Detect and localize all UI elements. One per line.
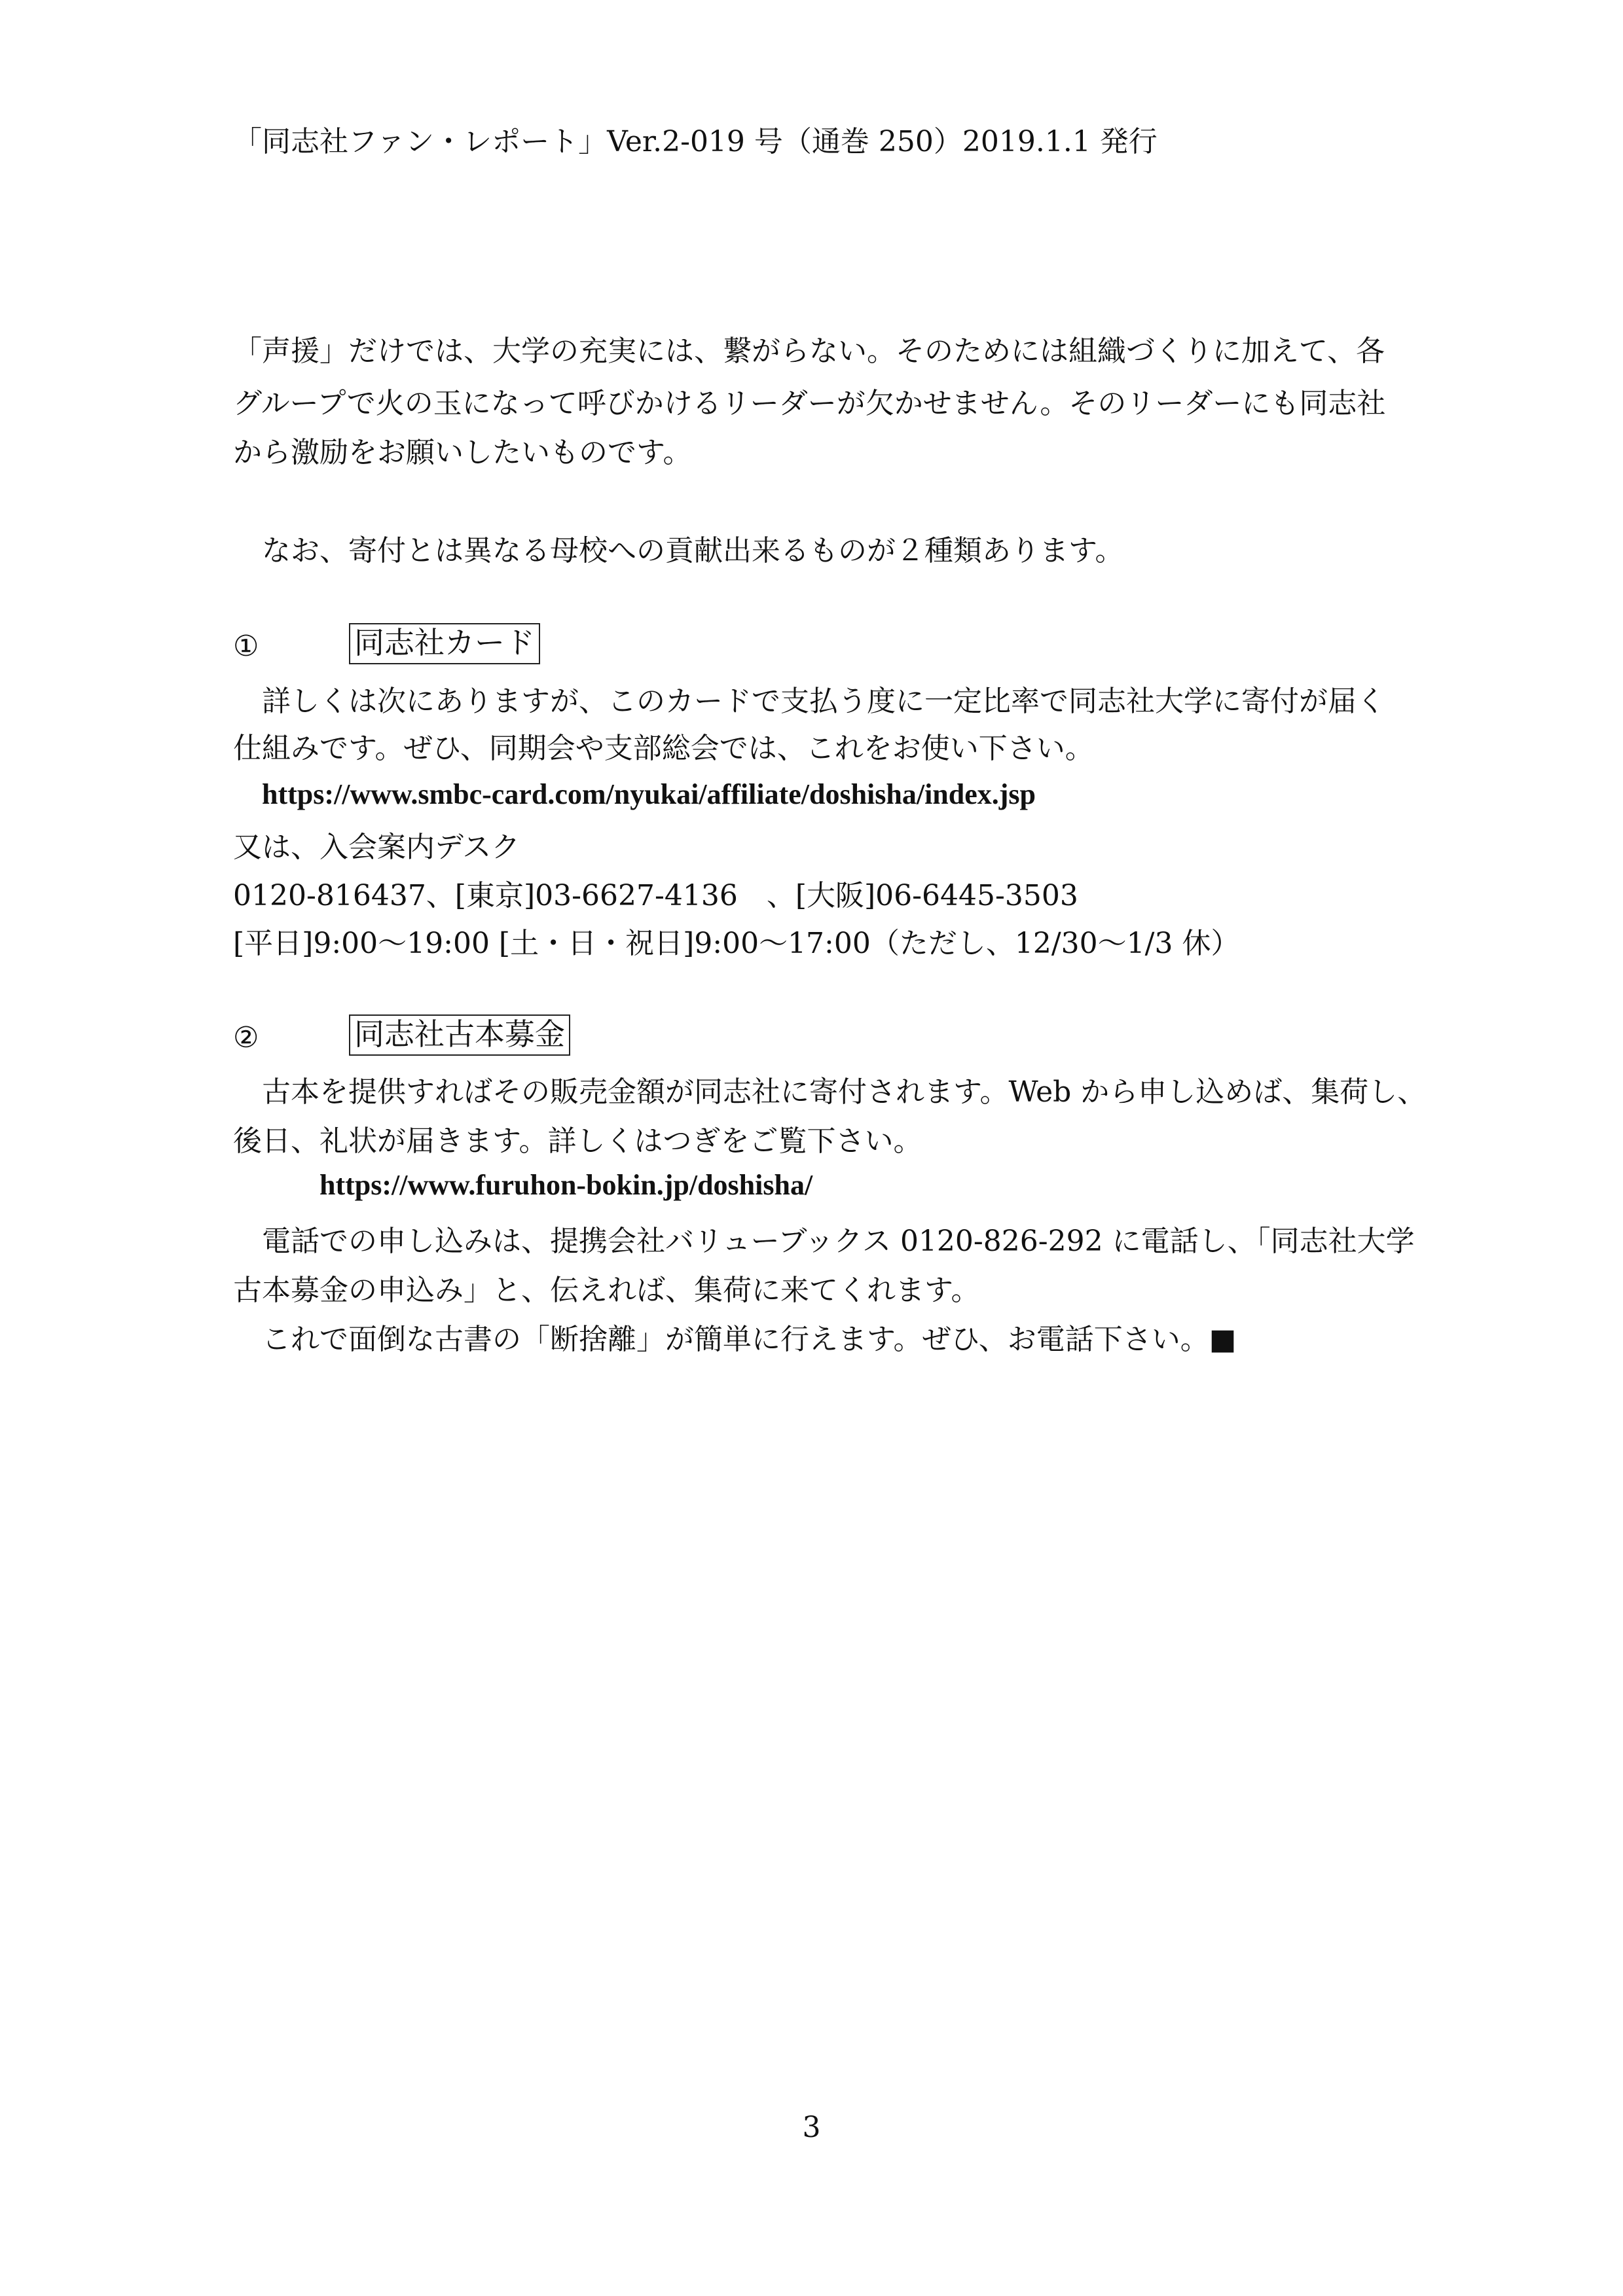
section2-marker: ②: [233, 1021, 259, 1054]
page-number: 3: [802, 2111, 821, 2144]
intro-line-1: 「声援」だけでは、大学の充実には、繋がらない。そのためには組織づくりに加えて、各: [233, 334, 1385, 368]
section1-desk: 又は、入会案内デスク: [233, 831, 520, 864]
section1-line-2: 仕組みです。ぜひ、同期会や支部総会では、これをお使い下さい。: [233, 732, 1094, 765]
section1-line-1: 詳しくは次にありますが、このカードで支払う度に一定比率で同志社大学に寄付が届く: [262, 685, 1385, 718]
section2-url-link[interactable]: https://www.furuhon-bokin.jp/doshisha/: [319, 1169, 813, 1201]
section2-line-2: 後日、礼状が届きます。詳しくはつぎをご覧下さい。: [233, 1124, 922, 1158]
section2-line-4: 古本募金の申込み」と、伝えれば、集荷に来てくれます。: [233, 1274, 980, 1307]
note-paragraph: なお、寄付とは異なる母校への貢献出来るものが２種類あります。: [262, 534, 1124, 567]
section2-line-5: これで面倒な古書の「断捨離」が簡単に行えます。ぜひ、お電話下さい。■: [262, 1323, 1237, 1356]
section1-url-link[interactable]: https://www.smbc-card.com/nyukai/affiliate/doshisha/index.jsp: [262, 778, 1036, 810]
newsletter-header: 「同志社ファン・レポート」Ver.2-019 号（通巻 250）2019.1.1 発行: [233, 125, 1158, 158]
section2-line-1: 古本を提供すればその販売金額が同志社に寄付されます。Web から申し込めば、集荷し、: [262, 1075, 1427, 1109]
section1-title: 同志社カード: [349, 623, 540, 664]
section2-line-3: 電話での申し込みは、提携会社バリューブックス 0120-826-292 に電話し、「同志社大学: [262, 1225, 1415, 1258]
section1-hours: [平日]9:00～19:00 [土・日・祝日]9:00～17:00（ただし、12/30～1/3 休）: [233, 927, 1240, 960]
section1-marker: ①: [233, 630, 259, 663]
intro-line-2: グループで火の玉になって呼びかけるリーダーが欠かせません。そのリーダーにも同志社: [233, 387, 1386, 420]
section2-title: 同志社古本募金: [349, 1014, 570, 1056]
intro-line-3: から激励をお願いしたいものです。: [233, 436, 692, 469]
section1-phones: 0120-816437、[東京]03-6627-4136 、[大阪]06-6445-3503: [233, 879, 1078, 912]
